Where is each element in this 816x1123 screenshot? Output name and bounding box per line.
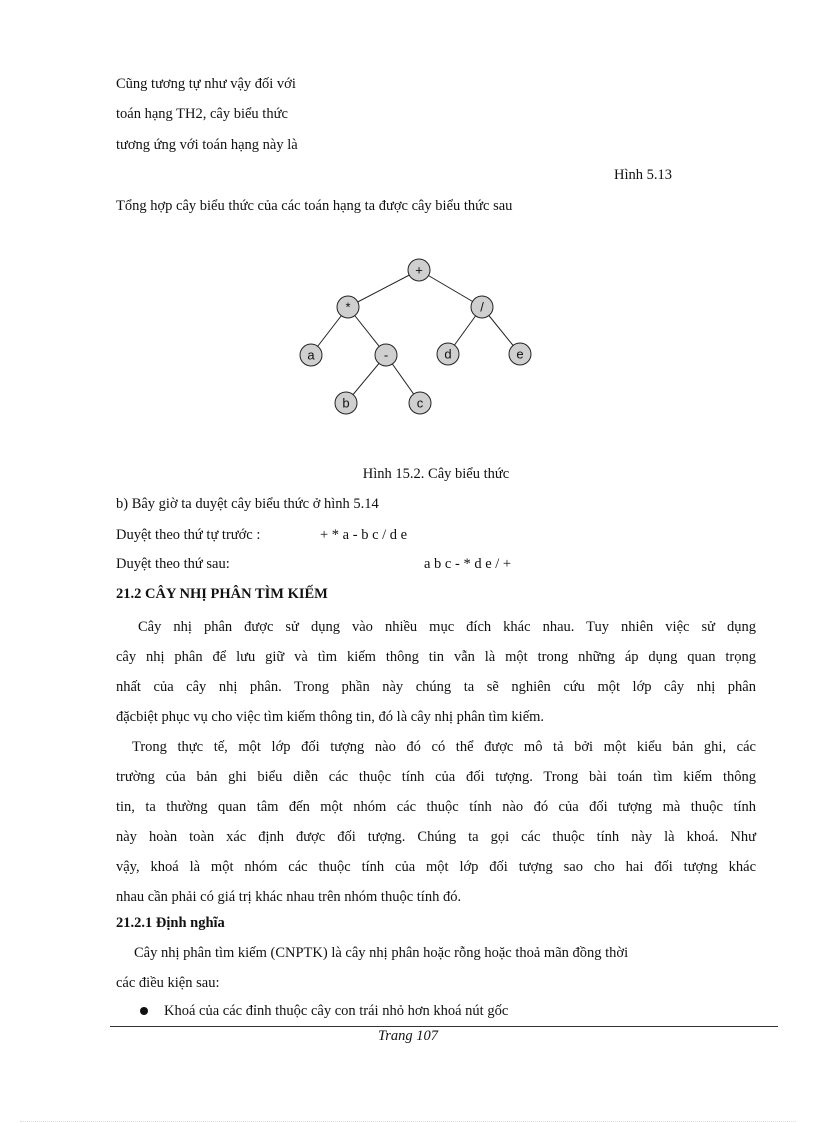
intro-line-2: toán hạng TH2, cây biểu thức [116, 106, 288, 122]
definition-line-1: Cây nhị phân tìm kiếm (CNPTK) là cây nhị phân hoặc rỗng hoặc thoả mãn đồng thời [134, 945, 629, 961]
paragraph-2-line: này hoàn toàn xác định được đối tượng. Chúng ta gọi các thuộc tính này là khoá. Như [116, 829, 756, 845]
paragraph-2 [116, 732, 756, 912]
paragraph-2-line: trường của bản ghi biểu diễn các thuộc tính của đối tượng. Trong bài toán tìm kiếm thông [116, 769, 756, 785]
tree-node-times [337, 296, 359, 318]
figure-5-13-label: Hình 5.13 [614, 167, 672, 183]
paragraph-2-line: tin, ta thường quan tâm đến một nhóm các thuộc tính nào đó của đối tượng mà thuộc tính [116, 799, 756, 815]
tree-node-c [409, 392, 431, 414]
bullet-item: Khoá của các đỉnh thuộc cây con trái nhỏ hơn khoá nút gốc [164, 1003, 509, 1019]
bullet-dot-icon [140, 1007, 148, 1015]
paragraph-2-line: nhau cần phải có giá trị khác nhau trên nhóm thuộc tính đó. [116, 889, 462, 905]
tree-node-times-label: * [345, 299, 351, 315]
definition-line-2: các điều kiện sau: [116, 975, 220, 991]
section-heading: 21.2 CÂY NHỊ PHÂN TÌM KIẾM [116, 586, 328, 602]
expression-tree-diagram [290, 250, 550, 425]
tree-node-root-label: + [415, 262, 423, 278]
edge-plus-times [348, 270, 419, 307]
postorder-value: a b c - * d e / + [424, 556, 512, 572]
tree-node-d [437, 343, 459, 365]
tree-node-root [408, 259, 430, 281]
footer-divider [110, 1026, 778, 1027]
paragraph-1-line: đặcbiệt phục vụ cho việc tìm kiếm thông tin, đó là cây nhị phân tìm kiếm. [116, 709, 545, 725]
paragraph-1-line: cây nhị phân để lưu giữ và tìm kiếm thông tin vẫn là một trong những áp dụng quan trọng [116, 649, 756, 665]
summary-line: Tổng hợp cây biểu thức của các toán hạng ta được cây biểu thức sau [116, 198, 513, 214]
paragraph-2-line: Trong thực tế, một lớp đối tượng nào đó có thể được mô tả bởi một kiểu bản ghi, các [132, 739, 756, 755]
tree-node-a [300, 344, 322, 366]
tree-node-e-label: e [516, 346, 524, 362]
paragraph-1-line: Cây nhị phân được sử dụng vào nhiều mục đích khác nhau. Tuy nhiên việc sử dụng [138, 619, 756, 635]
tree-node-a-label: a [307, 347, 315, 363]
subsection-heading: 21.2.1 Định nghĩa [116, 915, 225, 931]
tree-node-c-label: c [416, 395, 424, 411]
paragraph-2-line: vậy, khoá là một nhóm các thuộc tính của một lớp đối tượng sao cho hai đối tượng khác [116, 859, 756, 875]
postorder-label: Duyệt theo thứ sau: [116, 556, 230, 572]
tree-node-minus [375, 344, 397, 366]
tree-node-b-label: b [342, 395, 350, 411]
tree-node-b [335, 392, 357, 414]
preorder-value: + * a - b c / d e [320, 527, 408, 543]
page-bottom-dotted-rule [20, 1121, 796, 1122]
tree-node-d-label: d [444, 346, 452, 362]
intro-line-1: Cũng tương tự như vậy đối với [116, 76, 296, 92]
traversal-intro: b) Bây giờ ta duyệt cây biểu thức ở hình 5.14 [116, 496, 379, 512]
tree-node-e [509, 343, 531, 365]
paragraph-1 [116, 612, 756, 732]
figure-caption: Hình 15.2. Cây biểu thức [362, 466, 510, 482]
tree-node-divide [471, 296, 493, 318]
preorder-label: Duyệt theo thứ tự trước : [116, 527, 261, 543]
paragraph-1-line: nhất của cây nhị phân. Trong phần này chúng ta sẽ nghiên cứu một lớp cây nhị phân [116, 679, 756, 695]
tree-node-minus-label: - [383, 347, 389, 363]
tree-node-divide-label: / [480, 299, 484, 315]
page-number-footer: Trang 107 [377, 1028, 439, 1044]
intro-line-3: tương ứng với toán hạng này là [116, 137, 298, 153]
